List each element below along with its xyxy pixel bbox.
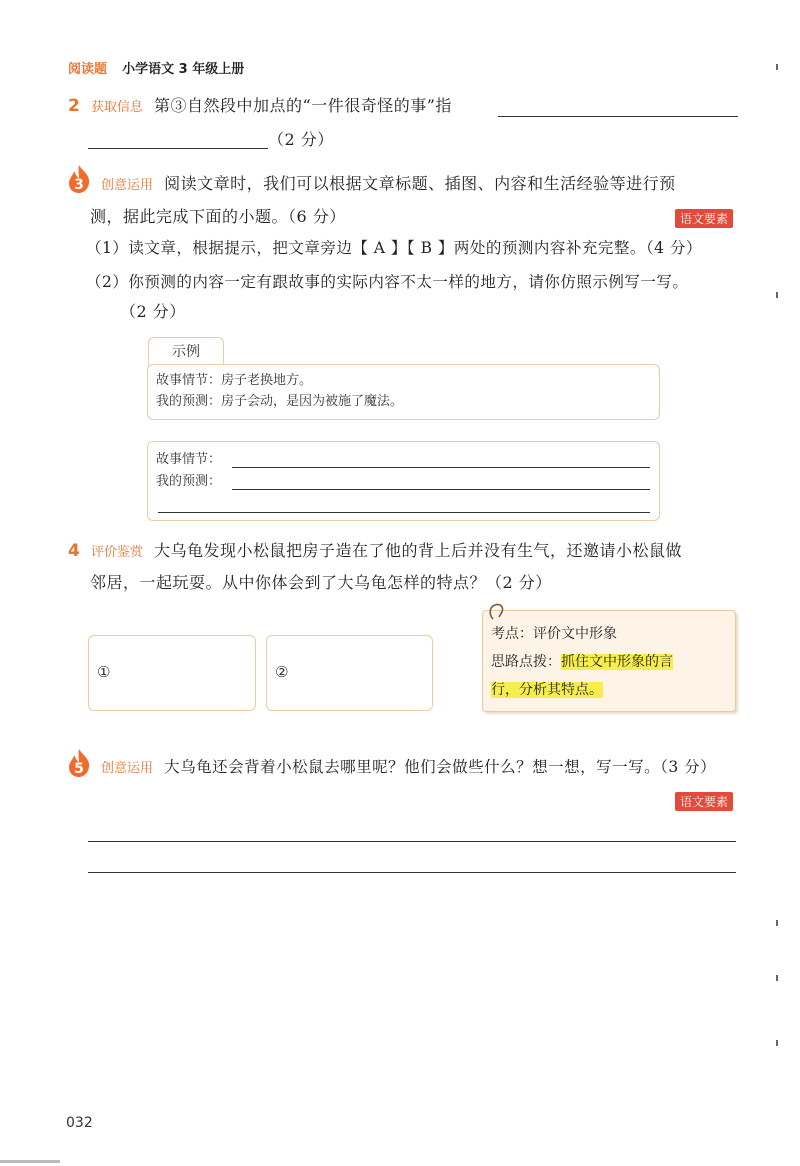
question-2 <box>68 96 452 116</box>
question-number: 3 <box>74 177 84 193</box>
answer-line[interactable] <box>232 489 650 490</box>
flame-icon <box>66 164 92 198</box>
flame-icon <box>66 748 92 782</box>
note-label: 思路点拨： <box>491 654 561 670</box>
badge-yuwen: 语文要素 <box>675 209 733 228</box>
answer-box-2[interactable] <box>266 635 433 711</box>
answer-line[interactable] <box>232 467 650 468</box>
question-tag: 创意运用 <box>101 178 154 193</box>
question-text: 测，据此完成下面的小题。（6 分） <box>90 207 346 226</box>
answer-label: 我的预测： <box>156 474 222 489</box>
note-line <box>491 649 673 675</box>
answer-line[interactable] <box>88 148 268 149</box>
question-tag: 评价鉴赏 <box>90 545 143 560</box>
question-number: 4 <box>68 541 80 561</box>
question-tag: 创意运用 <box>101 761 154 776</box>
example-line: 故事情节：房子老换地方。 <box>156 373 313 388</box>
answer-line[interactable] <box>158 512 650 513</box>
question-5 <box>101 757 716 777</box>
header <box>68 58 244 77</box>
question-number: 2 <box>68 96 80 116</box>
subquestion-1: （1）读文章，根据提示，把文章旁边【 A 】【 B 】两处的预测内容补充完整。（4 分） <box>86 239 702 257</box>
question-text: 邻居，一起玩耍。从中你体会到了大乌龟怎样的特点？（2 分） <box>90 573 552 592</box>
page-edge <box>0 1160 60 1163</box>
answer-box-number: ① <box>97 663 111 681</box>
subquestion-2: （2）你预测的内容一定有跟故事的实际内容不太一样的地方，请你仿照示例写一写。 <box>86 273 689 291</box>
answer-line[interactable] <box>498 116 738 117</box>
question-3 <box>101 174 676 194</box>
example-box <box>147 364 660 420</box>
edge-mark <box>776 292 778 298</box>
edge-mark <box>776 975 778 981</box>
header-title: 小学语文 3 年级上册 <box>122 62 245 77</box>
example-line: 我的预测：房子会动，是因为被施了魔法。 <box>156 394 404 409</box>
question-4 <box>68 541 682 561</box>
answer-line[interactable] <box>88 841 736 842</box>
note-highlight: 抓住文中形象的言 <box>561 654 673 670</box>
question-text: 阅读文章时，我们可以根据文章标题、插图、内容和生活经验等进行预 <box>164 174 676 193</box>
question-tag: 获取信息 <box>90 100 143 115</box>
question-text: 大乌龟还会背着小松鼠去哪里呢？他们会做些什么？想一想，写一写。（3 分） <box>164 758 717 776</box>
edge-mark <box>776 64 778 70</box>
badge-yuwen: 语文要素 <box>675 792 733 811</box>
example-tab-label: 示例 <box>172 344 200 360</box>
answer-label: 故事情节： <box>156 452 222 467</box>
question-number: 5 <box>74 761 84 777</box>
question-text: 大乌龟发现小松鼠把房子造在了他的背上后并没有生气，还邀请小松鼠做 <box>154 541 683 560</box>
note-line: 考点：评价文中形象 <box>491 626 617 642</box>
note-line <box>491 677 603 703</box>
page-number: 032 <box>66 1115 93 1131</box>
edge-mark <box>776 1040 778 1046</box>
answer-box-number: ② <box>275 663 289 681</box>
subquestion-2-score: （2 分） <box>120 302 186 321</box>
tip-note <box>482 610 736 712</box>
note-highlight: 行，分析其特点。 <box>491 682 603 698</box>
answer-line[interactable] <box>88 872 736 873</box>
question-text: 第③自然段中加点的“一件很奇怪的事”指 <box>154 96 452 115</box>
answer-box-1[interactable] <box>88 635 256 711</box>
example-tab <box>148 337 224 366</box>
question-score: （2 分） <box>268 130 334 149</box>
answer-box <box>147 441 660 521</box>
header-tag: 阅读题 <box>68 62 108 77</box>
edge-mark <box>776 920 778 926</box>
